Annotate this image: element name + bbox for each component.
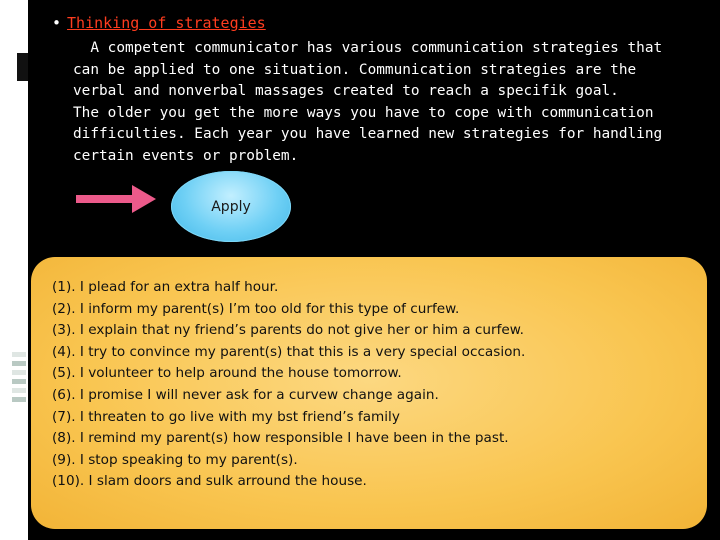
paragraph-line: verbal and nonverbal massages created to reach a specifik goal. — [73, 83, 619, 100]
list-item: (4). I try to convince my parent(s) that this is a very special occasion. — [52, 343, 526, 360]
heading-row — [52, 14, 266, 32]
strategy-paragraph — [73, 38, 693, 168]
list-item: (5). I volunteer to help around the house tomorrow. — [52, 365, 402, 382]
list-item: (9). I stop speaking to my parent(s). — [52, 451, 298, 468]
paragraph-line: A competent communicator has various communication strategies that — [73, 40, 663, 56]
strategy-list-box — [31, 257, 707, 529]
strategy-list — [52, 277, 525, 493]
right-arrow-icon — [76, 182, 160, 216]
list-item: (7). I threaten to go live with my bst friend’s family — [52, 408, 400, 425]
list-item: (6). I promise I will never ask for a curvew change again. — [52, 386, 439, 403]
list-item: (8). I remind my parent(s) how responsible I have been in the past. — [52, 430, 509, 447]
bullet-icon: • — [52, 14, 62, 32]
list-item: (2). I inform my parent(s) I’m too old for this type of curfew. — [52, 300, 460, 317]
list-item: (10). I slam doors and sulk arround the house. — [52, 473, 367, 490]
decorative-lines — [12, 352, 26, 406]
apply-label: Apply — [211, 198, 251, 215]
paragraph-line: difficulties. Each year you have learned new strategies for handling — [73, 126, 663, 143]
slide-heading: Thinking of strategies — [67, 14, 266, 32]
paragraph-line: certain events or problem. — [73, 147, 299, 164]
paragraph-line: can be applied to one situation. Communication strategies are the — [73, 61, 637, 78]
slide-left-margin — [0, 0, 28, 540]
list-item: (1). I plead for an extra half hour. — [52, 279, 279, 295]
paragraph-line: The older you get the more ways you have to cope with communication — [73, 104, 654, 121]
apply-bubble — [171, 171, 291, 242]
decorative-square — [17, 53, 28, 81]
list-item: (3). I explain that ny friend’s parents do not give her or him a curfew. — [52, 322, 524, 339]
